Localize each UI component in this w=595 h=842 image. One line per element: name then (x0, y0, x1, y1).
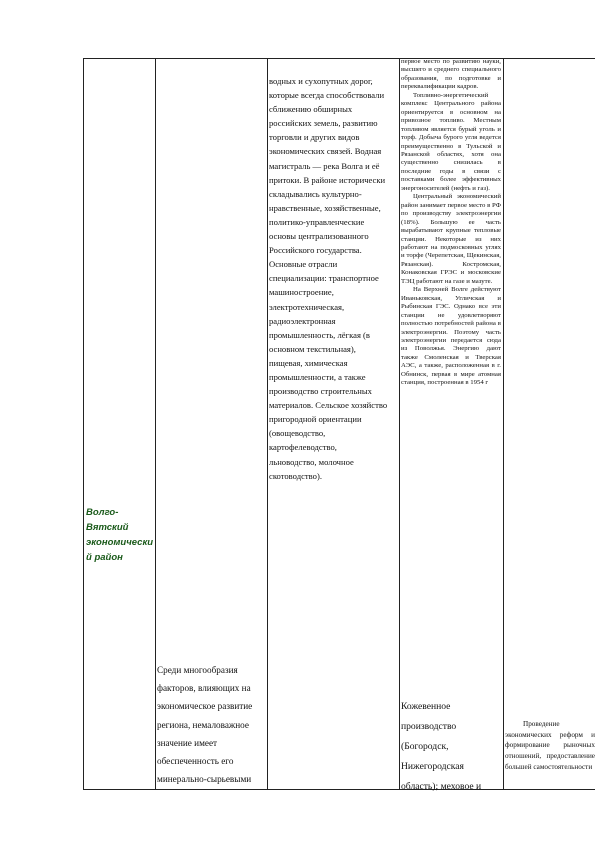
column4-paragraph-1: первое место по развитию науки, высшего и среднего специального образования, по подготовке и переквалификации кадров. (401, 58, 501, 91)
column-divider-4 (503, 58, 504, 790)
table-border-left (83, 58, 84, 790)
region-name-cell (86, 505, 154, 565)
column4-paragraph-2: Топливно-энергетический комплекс Центрального района ориентируется в основном на привозное топливо. Местным топливом является бурый уголь и торф. Добыча бурого угля ведется преимущественно в Тульской и Рязанской областях, хотя она существенно снизилась в последние годы в связи с поставками более эффективных энергоносителей (нефть и газ). (401, 91, 501, 192)
region-name-line-3: экономически (86, 537, 154, 548)
column3-text: водных и сухопутных дорог, которые всегда способствовали сближению обширных российских земель, развитию торговли и других видов экономических связей. Водная магистраль — река Волга и её притоки. В районе исторически складывались культурно- нравственные, хозяйственные, политико-управленческие основы централизованного Российского государства. Основные отрасли специализации: транспортное машиностроение, электротехническая, радиоэлектронная промышленность, лёгкая (в основном текстильная), пищевая, химическая промышленности, а также производство строительных материалов. Сельское хозяйство пригородной ориентации (овощеводство, картофелеводство, льноводство, молочное скотоводство). (269, 76, 388, 481)
column4-text (401, 58, 501, 388)
column4-paragraph-3: Центральный экономический район занимает первое место в РФ по производству электроэнергии (18%). Большую ее часть вырабатывают крупные тепловые станции. Некоторые из них работают на подмосковных углях и торфе (Черепетская, Щекинская, Рязанская). Костромская, Конаковская ГРЭС и московские ТЭЦ работают на газе и мазуте. (401, 193, 501, 285)
column5-paragraph: Проведение экономических реформ и формирование рыночных отношений, предоставление большей самостоятельности (505, 720, 595, 771)
column5-text (505, 719, 595, 773)
table-border-bottom (83, 789, 595, 790)
table-border-top (83, 58, 595, 59)
column-divider-3 (399, 58, 400, 790)
column-divider-1 (155, 58, 156, 790)
column4-bottom-text: Кожевенное производство (Богородск, Нижегородская область); меховое и (401, 701, 482, 792)
region-name-line-4: й район (86, 552, 123, 563)
column2-text: Среди многообразия факторов, влияющих на экономическое развитие региона, немаловажное значение имеет обеспеченность его минерально-сырьевыми (157, 665, 253, 785)
column4-paragraph-4: На Верхней Волге действуют Иваньковская, Угличская и Рыбинская ГЭС. Однако все эти станции не удовлетворяют полностью потребностей района в электроэнергии. Поэтому часть электроэнергии передается сюда из Поволжья. Энергию дают также Смоленская и Тверская АЭС, а также, расположенная в г. Обнинск, первая в мире атомная станция, построенная в 1954 г (401, 286, 501, 387)
column-divider-2 (267, 58, 268, 790)
region-name-line-2: Вятский (86, 522, 129, 533)
region-name-line-1: Волго- (86, 507, 119, 518)
